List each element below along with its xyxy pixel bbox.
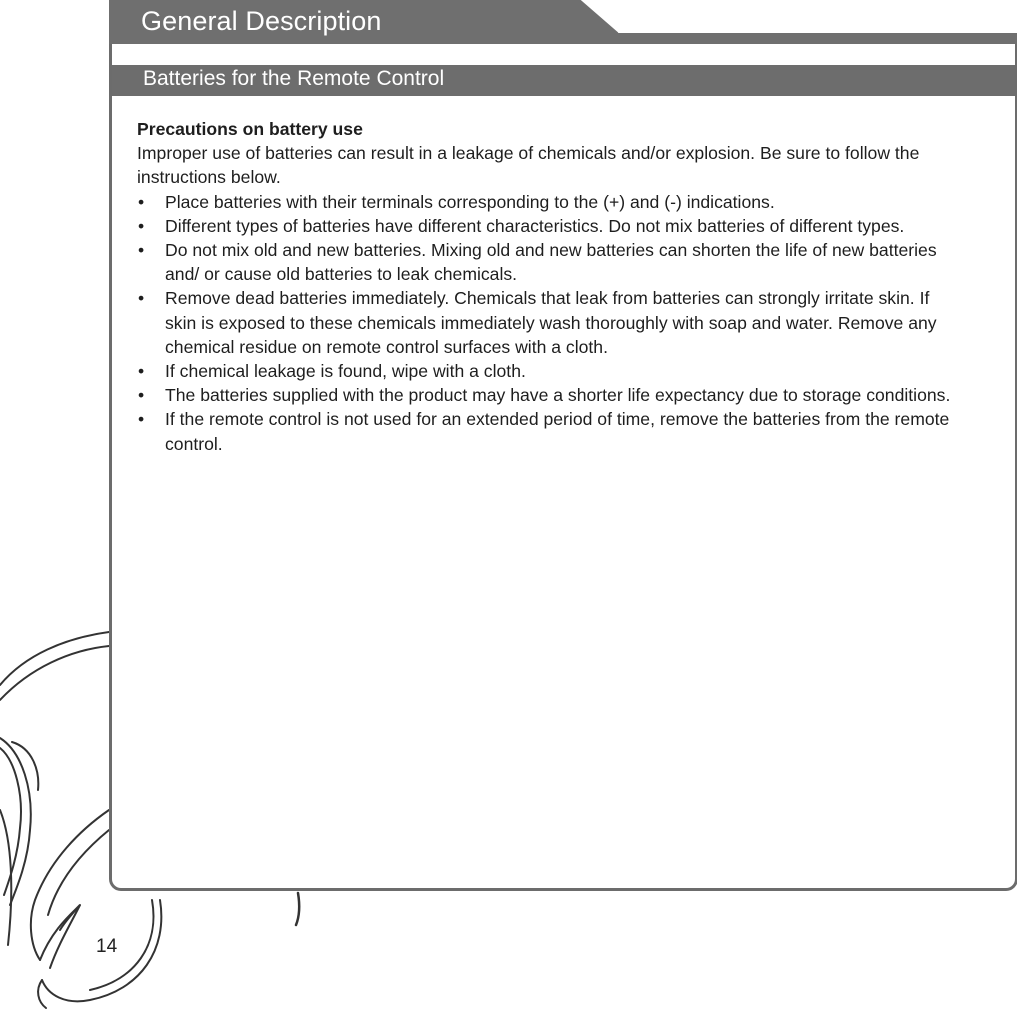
list-item-text: Place batteries with their terminals corresponding to the (+) and (-) indications. (165, 191, 775, 212)
section-title: Batteries for the Remote Control (143, 67, 445, 90)
content-body (137, 117, 957, 456)
bullet-icon: • (138, 385, 145, 406)
bullet-icon: • (138, 240, 145, 261)
precautions-list (137, 190, 957, 456)
bullet-icon: • (138, 191, 145, 212)
page-title: General Description (141, 6, 382, 36)
list-item-text: Different types of batteries have different characteristics. Do not mix batteries of different types. (165, 215, 905, 236)
bullet-icon: • (138, 288, 145, 309)
list-item (137, 238, 957, 286)
bullet-icon: • (138, 361, 145, 382)
intro-paragraph: Improper use of batteries can result in a leakage of chemicals and/or explosion. Be sure to follow the instructions below. (137, 143, 920, 188)
list-item-text: Remove dead batteries immediately. Chemicals that leak from batteries can strongly irritate skin. If skin is exposed to these chemicals immediately wash thoroughly with soap and water. Remove any chemical residue on remote control surfaces with a cloth. (165, 288, 937, 357)
list-item (137, 407, 957, 455)
list-item (137, 359, 957, 383)
list-item (137, 190, 957, 214)
precautions-heading: Precautions on battery use (137, 119, 363, 139)
list-item-text: If the remote control is not used for an extended period of time, remove the batteries from the remote control. (165, 409, 950, 454)
page-number: 14 (96, 936, 118, 957)
list-item (137, 286, 957, 359)
list-item (137, 214, 957, 238)
list-item (137, 383, 957, 407)
bullet-icon: • (138, 409, 145, 430)
bullet-icon: • (138, 215, 145, 236)
list-item-text: If chemical leakage is found, wipe with a cloth. (165, 361, 526, 382)
list-item-text: The batteries supplied with the product may have a shorter life expectancy due to storage conditions. (165, 385, 951, 406)
list-item-text: Do not mix old and new batteries. Mixing old and new batteries can shorten the life of new batteries and/ or cause old batteries to leak chemicals. (165, 240, 937, 285)
